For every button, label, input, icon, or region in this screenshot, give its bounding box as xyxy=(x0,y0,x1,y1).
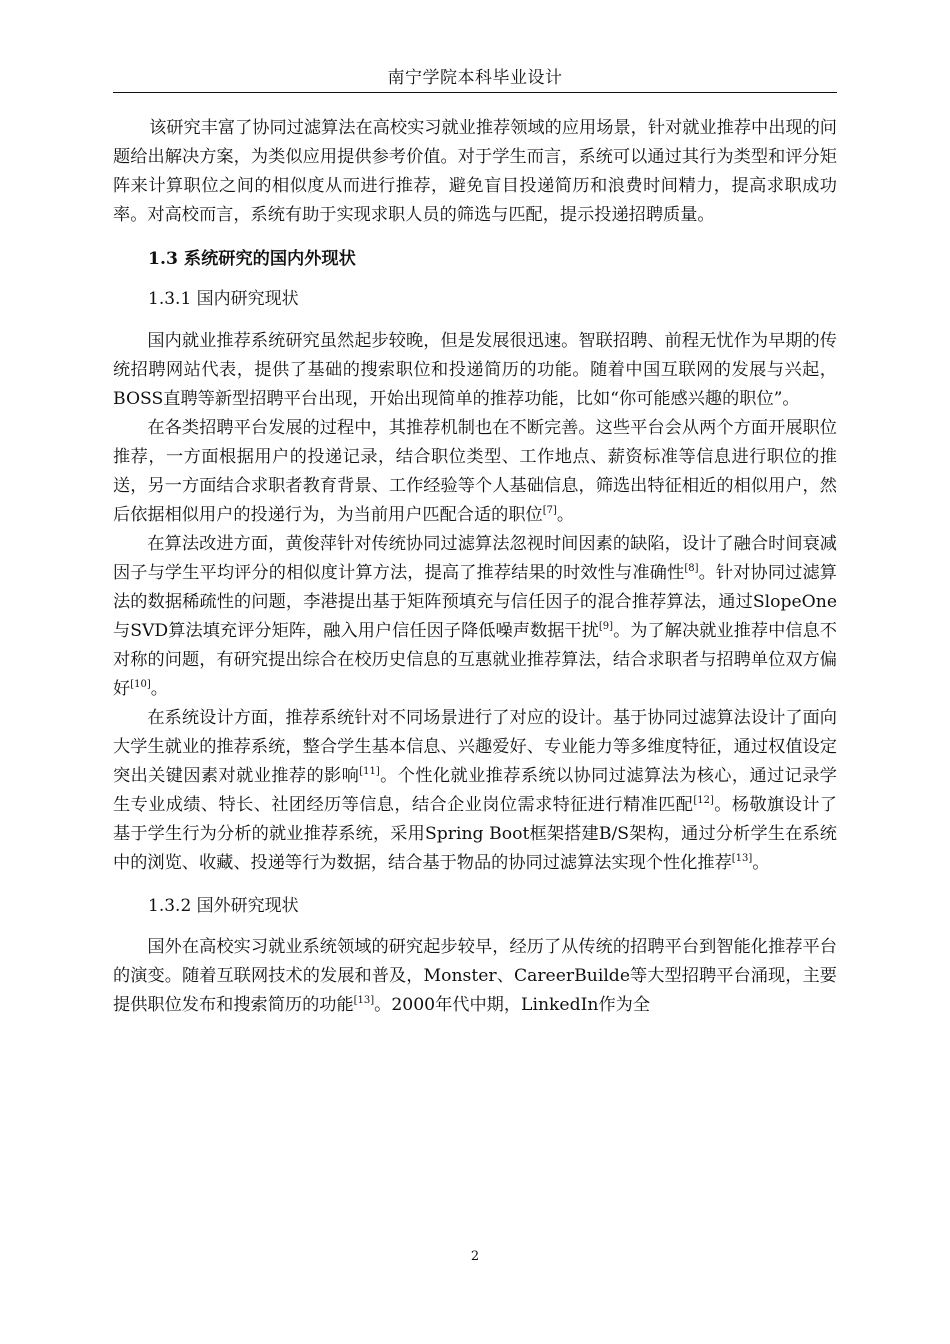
citation-8: [8] xyxy=(684,563,699,574)
text-run: 。 xyxy=(150,679,168,699)
citation-7: [7] xyxy=(542,505,557,516)
citation-11: [11] xyxy=(359,766,380,777)
paragraph-foreign-1 xyxy=(113,933,837,1020)
text-run: 。为了解决就业推荐中信息不对称的问题，有研究提出综合在校历史信息的互惠就业推荐算法，结合求职者与招聘单位双方偏好 xyxy=(113,621,837,699)
citation-9: [9] xyxy=(598,621,614,632)
header-rule xyxy=(113,92,837,93)
body-content xyxy=(113,114,837,1020)
text-run: 在各类招聘平台发展的过程中，其推荐机制也在不断完善。这些平台会从两个方面开展职位推荐，一方面根据用户的投递记录，结合职位类型、工作地点、薪资标准等信息进行职位的推送，另一方面结合求职者教育背景、工作经验等个人基础信息，筛选出特征相近的相似用户，然后依据相似用户的投递行为，为当前用户匹配合适的职位 xyxy=(113,418,837,525)
intro-paragraph: 该研究丰富了协同过滤算法在高校实习就业推荐领域的应用场景，针对就业推荐中出现的问题给出解决方案，为类似应用提供参考价值。对于学生而言，系统可以通过其行为类型和评分矩阵来计算职位之间的相似度从而进行推荐，避免盲目投递简历和浪费时间精力，提高求职成功率。对高校而言，系统有助于实现求职人员的筛选与匹配，提示投递招聘质量。 xyxy=(113,118,837,225)
text-run: 。个性化就业推荐系统以协同过滤算法为核心，通过记录学生专业成绩、特长、社团经历等信息，结合企业岗位需求特征进行精准匹配 xyxy=(113,766,837,815)
text-run: 在算法改进方面，黄俊萍针对传统协同过滤算法忽视时间因素的缺陷，设计了融合时间衰减因子与学生平均评分的相似度计算方法，提高了推荐结果的时效性与准确性 xyxy=(113,534,837,583)
paragraph-domestic-3 xyxy=(113,530,837,704)
paragraph-domestic-4 xyxy=(113,704,837,878)
citation-13: [13] xyxy=(353,995,375,1006)
page-number: 2 xyxy=(470,1249,480,1264)
text-run: 。 xyxy=(556,505,575,525)
section-heading: 1.3 系统研究的国内外现状 xyxy=(148,249,356,269)
page-header-title: 南宁学院本科毕业设计 xyxy=(387,68,563,88)
text-run: 在系统设计方面，推荐系统针对不同场景进行了对应的设计。基于协同过滤算法设计了面向大学生就业的推荐系统，整合学生基本信息、兴趣爱好、专业能力等多维度特征，通过权值设定突出关键因素对就业推荐的影响 xyxy=(113,708,837,786)
text-run: 。2000年代中期，LinkedIn作为全 xyxy=(374,995,651,1015)
text-run: 。针对协同过滤算法的数据稀疏性的问题，李港提出基于矩阵预填充与信任因子的混合推荐算法，通过SlopeOne与SVD算法填充评分矩阵，融入用户信任因子降低噪声数据干扰 xyxy=(113,563,837,641)
subsection-heading-domestic: 1.3.1 国内研究现状 xyxy=(148,289,299,309)
text-run: 。杨敬旗设计了基于学生行为分析的就业推荐系统，采用Spring Boot框架搭建B/S架构，通过分析学生在系统中的浏览、收藏、投递等行为数据，结合基于物品的协同过滤算法实现个性化推荐 xyxy=(113,795,837,873)
paragraph-domestic-2 xyxy=(113,414,837,530)
citation-10: [10] xyxy=(130,679,151,690)
citation-12: [12] xyxy=(693,795,714,806)
citation-13: [13] xyxy=(731,853,753,864)
text-run: 国外在高校实习就业系统领域的研究起步较早，经历了从传统的招聘平台到智能化推荐平台的演变。随着互联网技术的发展和普及，Monster、CareerBuilde等大型招聘平台涌现，主要提供职位发布和搜索简历的功能 xyxy=(113,937,837,1015)
paragraph-domestic-1: 国内就业推荐系统研究虽然起步较晚，但是发展很迅速。智联招聘、前程无忧作为早期的传统招聘网站代表，提供了基础的搜索职位和投递简历的功能。随着中国互联网的发展与兴起，BOSS直聘等新型招聘平台出现，开始出现简单的推荐功能，比如“你可能感兴趣的职位”。 xyxy=(113,331,837,409)
subsection-heading-foreign: 1.3.2 国外研究现状 xyxy=(148,896,299,916)
text-run: 。 xyxy=(752,853,770,873)
